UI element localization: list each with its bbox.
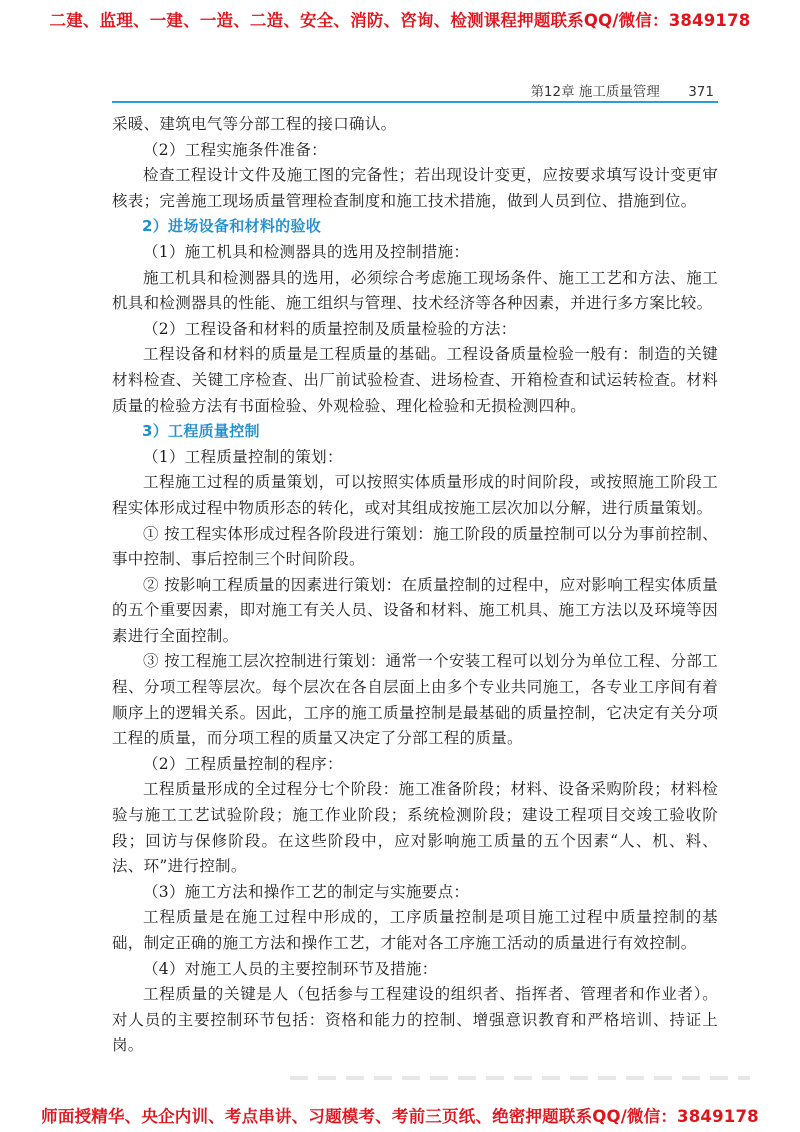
subheading: （1）施工机具和检测器具的选用及控制措施：: [143, 242, 470, 261]
chapter-title: 第12章 施工质量管理: [530, 84, 660, 100]
scan-artifact-line: [290, 1076, 750, 1080]
section-heading: 3）工程质量控制: [142, 422, 260, 441]
page-body: [112, 112, 718, 1059]
paragraph: ② 按影响工程质量的因素进行策划：在质量控制的过程中，应对影响工程实体质量的五个重要因素，即对施工有关人员、设备和材料、施工机具、施工方法以及环境等因素进行全面控制。: [112, 575, 718, 645]
paragraph-continued: 采暖、建筑电气等分部工程的接口确认。: [112, 115, 397, 133]
paragraph: ③ 按工程施工层次控制进行策划：通常一个安装工程可以划分为单位工程、分部工程、分项工程等层次。每个层次在各自层面上由多个专业共同施工，各专业工序间有着顺序上的逻辑关系。因此，工序的施工质量控制是最基础的质量控制，它决定有关分项工程的质量，而分项工程的质量又决定了分部工程的质量。: [112, 652, 718, 748]
paragraph: 工程质量的关键是人（包括参与工程建设的组织者、指挥者、管理者和作业者）。对人员的主要控制环节包括：资格和能力的控制、增强意识教育和严格培训、持证上岗。: [112, 985, 718, 1055]
section-heading: 2）进场设备和材料的验收: [142, 217, 322, 236]
subheading: （2）工程设备和材料的质量控制及质量检验的方法：: [143, 319, 517, 338]
subheading: （3）施工方法和操作工艺的制定与实施要点：: [143, 882, 470, 901]
paragraph: 施工机具和检测器具的选用，必须综合考虑施工现场条件、施工工艺和方法、施工机具和检测器具的性能、施工组织与管理、技术经济等各种因素，并进行多方案比较。: [112, 268, 718, 313]
subheading: （2）工程质量控制的程序：: [143, 754, 343, 773]
subheading: （4）对施工人员的主要控制环节及措施：: [143, 959, 438, 978]
subheading: （2）工程实施条件准备：: [143, 140, 327, 159]
subheading: （1）工程质量控制的策划：: [143, 447, 343, 466]
paragraph: 工程质量是在施工过程中形成的，工序质量控制是项目施工过程中质量控制的基础，制定正确的施工方法和操作工艺，才能对各工序施工活动的质量进行有效控制。: [112, 908, 718, 952]
paragraph: 工程质量形成的全过程分七个阶段：施工准备阶段；材料、设备采购阶段；材料检验与施工工艺试验阶段；施工作业阶段；系统检测阶段；建设工程项目交竣工验收阶段；回访与保修阶段。在这些阶段中，应对影响施工质量的五个因素“人、机、料、法、环”进行控制。: [112, 780, 718, 876]
paragraph: 工程设备和材料的质量是工程质量的基础。工程设备质量检验一般有：制造的关键材料检查、关键工序检查、出厂前试验检查、进场检查、开箱检查和试运转检查。材料质量的检验方法有书面检验、外观检验、理化检验和无损检测四种。: [112, 345, 718, 415]
promo-banner-bottom: 师面授精华、央企内训、考点串讲、习题模考、考前三页纸、绝密押题联系QQ/微信：3849178: [41, 1107, 759, 1126]
paragraph: ① 按工程实体形成过程各阶段进行策划：施工阶段的质量控制可以分为事前控制、事中控制、事后控制三个时间阶段。: [112, 524, 718, 569]
header-rule: [112, 101, 718, 103]
promo-banner-top: 二建、监理、一建、一造、二造、安全、消防、咨询、检测课程押题联系QQ/微信：3849178: [49, 11, 751, 30]
page-number: 371: [688, 84, 714, 100]
running-header: [530, 80, 714, 100]
paragraph: 工程施工过程的质量策划，可以按照实体质量形成的时间阶段，或按照施工阶段工程实体形成过程中物质形态的转化，或对其组成按施工层次加以分解，进行质量策划。: [112, 473, 718, 517]
paragraph: 检查工程设计文件及施工图的完备性；若出现设计变更，应按要求填写设计变更审核表；完善施工现场质量管理检查制度和施工技术措施，做到人员到位、措施到位。: [112, 166, 718, 210]
